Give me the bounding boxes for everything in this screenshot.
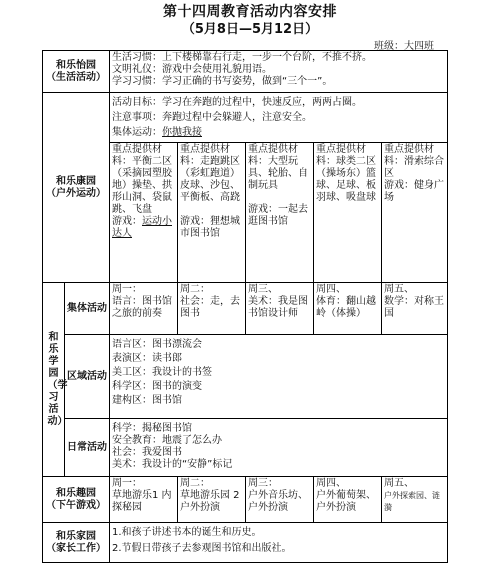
home-line: 2.节假日带孩子去参观图书馆和出版社。 <box>112 543 292 554</box>
collective-game: 你抛我接 <box>162 127 202 138</box>
afternoon-day-cell: 周四、 户外葡萄架、户外扮演 <box>314 477 382 523</box>
daily-line: 科学：揭秘图书馆 <box>112 423 192 434</box>
life-content <box>110 51 448 93</box>
daily-activity-label: 日常活动 <box>65 419 110 477</box>
outdoor-goal-content <box>110 93 448 143</box>
area-line: 科学区：图书的演变 <box>112 381 202 392</box>
afternoon-row <box>43 477 448 523</box>
life-line: 学习习惯：学习正确的书写姿势，做到“三个一”。 <box>112 76 333 87</box>
life-section-label: 和乐怡园 （生活活动） <box>43 51 110 93</box>
area-line: 美工区：我设计的书签 <box>112 367 212 378</box>
afternoon-section-label: 和乐趣园 （下午游戏） <box>43 477 110 523</box>
collective-day-cell: 周三、 美术：我是图书馆设计师 <box>246 283 314 335</box>
collective-day-cell: 周五、 数学：对称王国 <box>382 283 448 335</box>
area-line: 建构区：图书馆 <box>112 395 182 406</box>
afternoon-day-cell: 周二： 草地游乐园 2户外扮演 <box>178 477 246 523</box>
outdoor-area-cell: 重点提供材料：走跑跳区（彩虹跑道）皮球、沙包、平衡板、高跷 游戏：狸想城市图书馆 <box>178 143 246 283</box>
daily-activity-content <box>110 419 448 477</box>
home-row <box>43 523 448 563</box>
daily-line: 社会：我爱图书 <box>112 447 182 458</box>
collective-label: 集体活动 <box>65 283 110 335</box>
outdoor-area-cell: 重点提供材料：球类二区（操场东）篮球、足球、板羽球、吸盘球 <box>314 143 382 283</box>
schedule-table <box>42 50 448 563</box>
daily-line: 美术：我设计的“安静”标记 <box>112 459 233 470</box>
outdoor-section-label: 和乐康园 （户外运动） <box>43 93 110 283</box>
life-line: 文明礼仪：游戏中会使用礼貌用语。 <box>112 64 272 75</box>
collective-day-cell: 周二： 社会：走，去图书 <box>178 283 246 335</box>
outdoor-line: 集体运动：你抛我接 <box>112 127 202 138</box>
outdoor-line: 活动目标：学习在奔跑的过程中，快速反应，两两占圈。 <box>112 97 362 108</box>
collective-day-cell: 周四、 体育：翻山越岭（体操） <box>314 283 382 335</box>
afternoon-day-cell: 周三： 户外音乐坊、户外扮演 <box>246 477 314 523</box>
date-range: （5月8日—5月12日） <box>181 22 319 37</box>
outdoor-goal-row <box>43 93 448 143</box>
study-collective-row <box>43 283 448 335</box>
outdoor-area-cell: 重点提供材料：大型玩具、轮胎、自制玩具 游戏：一起去逛图书馆 <box>246 143 314 283</box>
area-line: 语言区：图书漂流会 <box>112 339 202 350</box>
home-line: 1.和孩子讲述书本的诞生和历史。 <box>112 527 262 538</box>
life-line: 生活习惯：上下楼梯靠右行走，一步一个台阶，不推不挤。 <box>112 52 372 63</box>
area-activity-content <box>110 335 448 419</box>
home-section-label: 和乐家园 （家长工作） <box>43 523 110 563</box>
study-area-row <box>43 335 448 419</box>
class-label: 班级：大四班 <box>374 41 434 52</box>
life-row <box>43 51 448 93</box>
page-title: 第十四周教育活动内容安排 <box>163 4 337 20</box>
outdoor-line: 注意事项：奔跑过程中会躲避人，注意安全。 <box>112 112 312 123</box>
outdoor-area-cell: 重点提供材料：滑索综合区 游戏：健身广场 <box>382 143 448 283</box>
outdoor-area-cell: 重点提供材料：平衡二区（采摘园塑胶地）操垫、拱形山洞、袋鼠跳、飞盘 游戏：运动小达人 <box>110 143 178 283</box>
study-section-label: 和乐学园（学习活动） <box>43 283 65 477</box>
collective-day-cell: 周一： 语言：图书馆之旅的前奏 <box>110 283 178 335</box>
area-line: 表演区：读书郎 <box>112 353 182 364</box>
afternoon-day-cell: 周一： 草地游乐1 内探秘园 <box>110 477 178 523</box>
afternoon-day-cell: 周五、 户外探索园、涟漪 <box>382 477 448 523</box>
area-activity-label: 区域活动 <box>65 335 110 419</box>
study-daily-row <box>43 419 448 477</box>
home-content <box>110 523 448 563</box>
daily-line: 安全教育：地震了怎么办 <box>112 435 222 446</box>
